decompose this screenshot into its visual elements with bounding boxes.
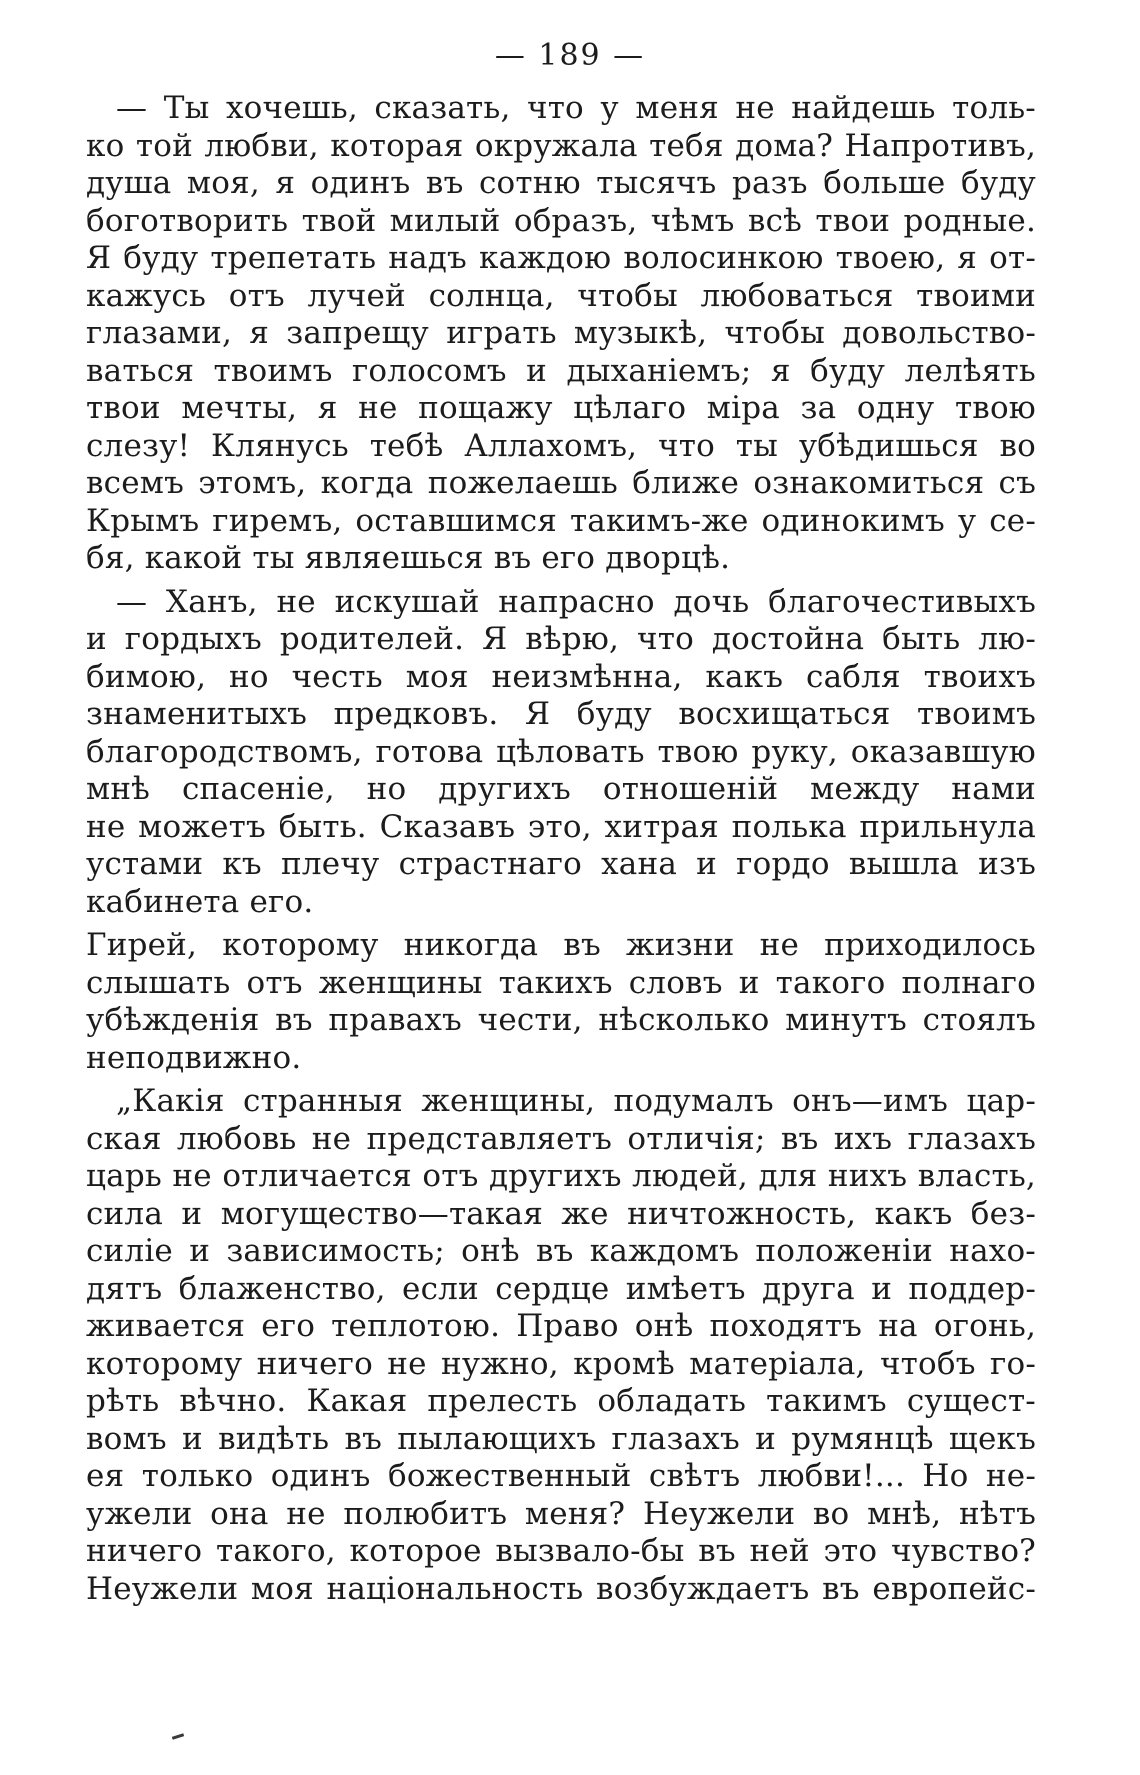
text-line: бя, какой ты являешься въ его дворцѣ. [86, 540, 731, 576]
text-line: кабинета его. [86, 883, 314, 920]
text-line: слезу! Клянусь тебѣ Аллахомъ, что ты убѣдишься во [86, 427, 1036, 464]
text-line: царь не отличается отъ другихъ людей, для нихъ власть, [86, 1158, 1036, 1194]
text-line: и гордыхъ родителей. Я вѣрю, что достойна быть лю- [86, 621, 1036, 657]
text-line: Крымъ гиремъ, оставшимся такимъ-же одинокимъ у се- [86, 502, 1036, 539]
text-line: сила и могущество—такая же ничтожность, какъ без- [86, 1195, 1036, 1232]
ink-speck [172, 1733, 184, 1740]
paragraph-girey-stood [86, 927, 1036, 1077]
text-line: Неужели моя національность возбуждаетъ въ европейс- [86, 1570, 1036, 1607]
text-line: ко той любви, которая окружала тебя дома? Напротивъ, [86, 127, 1036, 164]
text-line: слышать отъ женщины такихъ словъ и такого полнаго [86, 964, 1036, 1001]
text-line: убѣжденія въ правахъ чести, нѣсколько минутъ стоялъ [86, 1002, 1036, 1038]
text-line: — Ты хочешь, сказать, что у меня не найдешь толь- [116, 90, 1036, 126]
text-line: „Какія странныя женщины, подумалъ онъ—имъ цар- [116, 1083, 1036, 1119]
text-line: душа моя, я одинъ въ сотню тысячъ разъ больше буду [86, 165, 1036, 201]
text-line: благородствомъ, готова цѣловать твою руку, оказавшую [86, 733, 1036, 770]
paragraph-girey-thoughts [86, 1083, 1036, 1608]
text-line: глазами, я запрещу играть музыкѣ, чтобы довольство- [86, 315, 1036, 351]
text-line: неподвижно. [86, 1039, 302, 1076]
text-line: Я буду трепетать надъ каждою волосинкою твоею, я от- [86, 240, 1036, 276]
text-line: ваться твоимъ голосомъ и дыханіемъ; я буду лелѣять [86, 352, 1036, 389]
text-line: всемъ этомъ, когда пожелаешь ближе ознакомиться съ [86, 465, 1036, 501]
text-line: которому ничего не нужно, кромѣ матеріала, чтобъ го- [86, 1345, 1036, 1382]
text-line: мнѣ спасеніе, но другихъ отношеній между нами [86, 771, 1036, 807]
text-line: Гирей, которому никогда въ жизни не приходилось [86, 927, 1036, 963]
body-text [86, 90, 1036, 1614]
text-line: боготворить твой милый образъ, чѣмъ всѣ твои родные. [86, 202, 1036, 239]
paragraph-polish-reply [86, 584, 1036, 922]
text-line: твои мечты, я не пощажу цѣлаго міра за одну твою [86, 390, 1036, 426]
text-line: ская любовь не представляетъ отличія; въ ихъ глазахъ [86, 1120, 1036, 1157]
page-number: — 189 — [494, 38, 646, 73]
text-line: бимою, но честь моя неизмѣнна, какъ сабля твоихъ [86, 658, 1036, 695]
text-line: вомъ и видѣть въ пылающихъ глазахъ и румянцѣ щекъ [86, 1420, 1036, 1457]
text-line: рѣть вѣчно. Какая прелесть обладать такимъ сущест- [86, 1383, 1036, 1419]
text-line: — Ханъ, не искушай напрасно дочь благочестивыхъ [116, 583, 1036, 620]
text-line: дятъ блаженство, если сердце имѣетъ друга и поддер- [86, 1270, 1036, 1307]
text-line: ея только одинъ божественный свѣтъ любви!... Но не- [86, 1458, 1036, 1494]
text-line: не можетъ быть. Сказавъ это, хитрая полька прильнула [86, 808, 1036, 845]
text-line: ничего такого, которое вызвало-бы въ ней это чувство? [86, 1533, 1036, 1569]
paragraph-khan-speech [86, 90, 1036, 578]
text-line: живается его теплотою. Право онѣ походятъ на огонь, [86, 1308, 1036, 1344]
text-line: ужели она не полюбитъ меня? Неужели во мнѣ, нѣтъ [86, 1495, 1036, 1532]
text-line: силіе и зависимость; онѣ въ каждомъ положеніи нахо- [86, 1233, 1036, 1269]
text-line: устами къ плечу страстнаго хана и гордо вышла изъ [86, 846, 1036, 882]
text-line: знаменитыхъ предковъ. Я буду восхищаться твоимъ [86, 696, 1036, 732]
text-line: кажусь отъ лучей солнца, чтобы любоваться твоими [86, 277, 1036, 314]
